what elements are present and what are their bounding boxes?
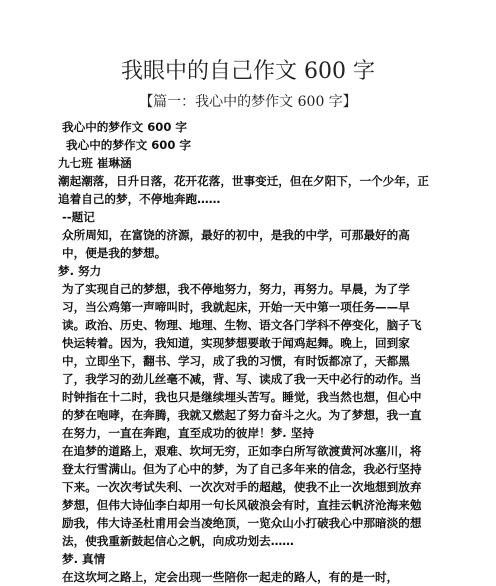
section-heading: 梦. 努力 [58,264,102,278]
heading-line: 我心中的梦作文 600 字 [62,120,188,134]
epigraph-label: --题记 [62,210,95,224]
paragraph: 为了实现自己的梦想，我不停地努力，努力，再努力。早晨，为了学习，当公鸡第一声啼叫时，我就起床，开始一天中第一项任务——早读。政治、历史、物理、地理、生物、语文各门学科不停变化，脑子飞快运转着。因为，我知道，实现梦想要敢于闻鸡起舞。晚上，回到家中，立即坐下，翻书、学习，成了我的习惯，有时饭都凉了，天都黑了，我学习的劲儿丝毫不减，背、写、读成了我一天中必行的动作。当时钟指在十二时，我也只是继续埋头苦写。睡觉，我当然也想，但心中的梦在咆哮，在奔腾，我就又燃起了努力奋斗之火。为了梦想，我一直在努力，一直在奔跑，直至成功的彼岸！梦. 坚持 [62,282,422,440]
paragraph: 在追梦的道路上，艰难、坎坷无穷，正如李白所写欲渡黄河冰塞川，将登太行雪满山。但为了心中的梦，为了自己多年来的信念，我必行坚持下来。一次次考试失利、一次次对手的超越，使我不止一次地想到放弃梦想，但伟大诗仙李白却用一句长风破浪会有时，直挂云帆济沧海来勉励我，伟大诗圣杜甫用会当凌绝顶，一览众山小打破我心中那暗淡的想法，使我重新鼓起信心之帆，向成功划去…… [62,444,422,548]
paragraph: 众所周知，在富饶的济源，最好的初中，是我的中学，可那最好的高中，便是我的梦想。 [62,228,410,260]
article-body [58,118,430,582]
author-line: 九七班 崔琳涵 [58,156,132,170]
paragraph: 在这坎坷之路上，定会出现一些陪你一起走的路人，有的是一时， [62,570,399,584]
section-heading: 梦. 真情 [62,552,106,566]
paragraph: 潮起潮落，日升日落，花开花落，世事变迁，但在夕阳下，一个少年，正追着自己的梦，不停地奔跑…… [58,174,430,206]
document-subtitle: 【篇一：我心中的梦作文 600 字】 [139,94,357,110]
heading-line: 我心中的梦作文 600 字 [66,138,192,152]
document-title: 我眼中的自己作文 600 字 [121,59,375,84]
